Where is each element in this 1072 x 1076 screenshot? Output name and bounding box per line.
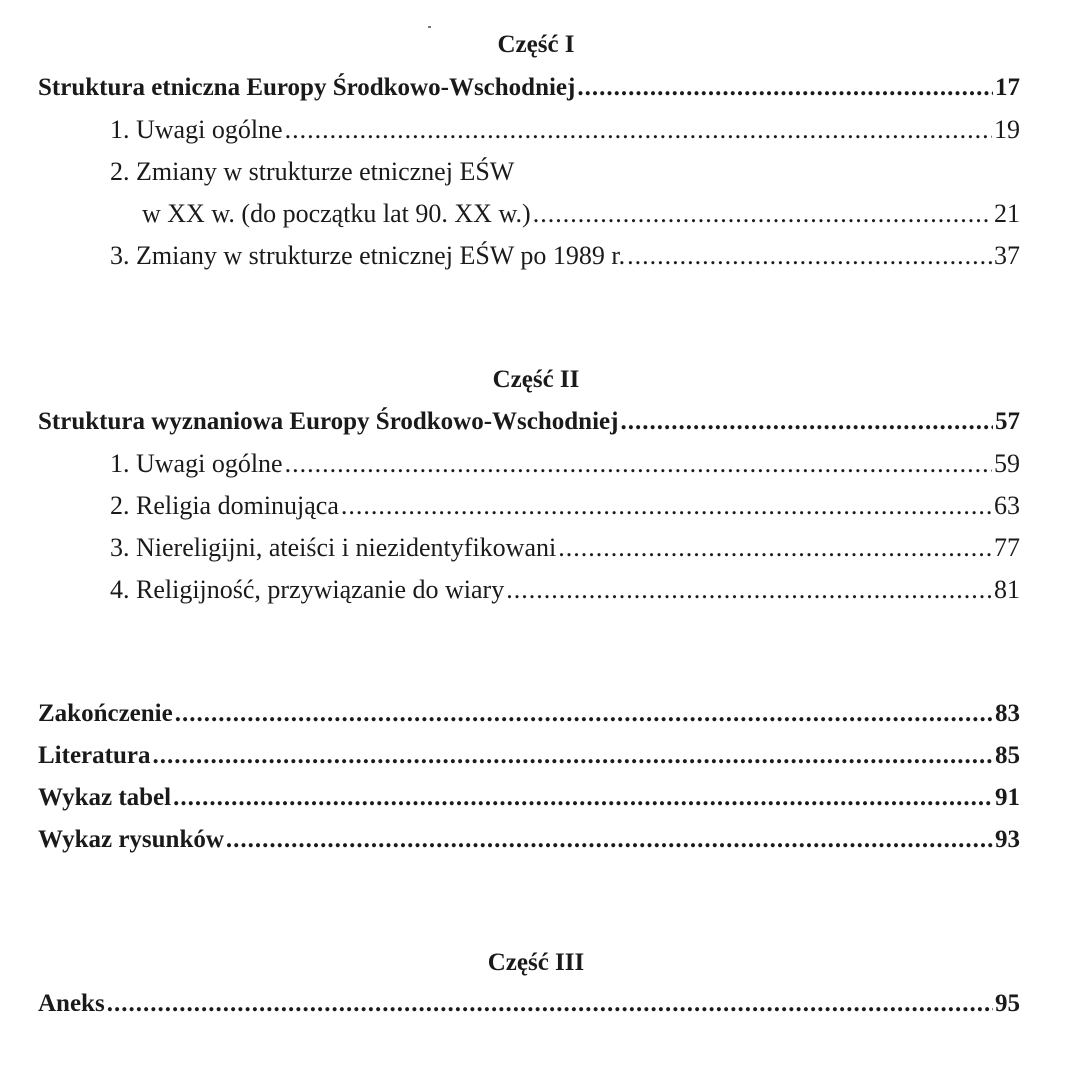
dot-leader (533, 198, 992, 230)
dot-leader (577, 72, 993, 104)
dot-leader (226, 824, 993, 856)
toc-entry-zmiany-xx[interactable] (142, 198, 1020, 230)
page-number: 81 (994, 575, 1020, 604)
page-number: 85 (995, 742, 1020, 769)
toc-entry-niereligijni[interactable] (110, 532, 1020, 564)
page-number: 83 (995, 700, 1020, 727)
toc-entry-part-2-title[interactable] (38, 406, 1020, 438)
dot-leader (627, 240, 992, 272)
entry-title: Wykaz tabel (38, 784, 172, 811)
page-number: 17 (995, 74, 1020, 101)
entry-title: 3. Niereligijni, ateiści i niezidentyfikowani (110, 533, 557, 562)
page-number: 95 (995, 990, 1020, 1017)
entry-title: 2. Religia dominująca (110, 491, 339, 520)
dot-leader (175, 698, 993, 730)
dot-leader (506, 574, 992, 606)
part-1-heading: Część I (497, 31, 575, 58)
dot-leader (152, 740, 993, 772)
page-number: 59 (994, 449, 1020, 478)
page-number: 93 (995, 826, 1020, 853)
entry-title: Struktura etniczna Europy Środkowo-Wschodniej (38, 74, 576, 101)
dot-leader (107, 988, 993, 1020)
dot-leader (341, 490, 992, 522)
entry-title: Literatura (38, 742, 151, 769)
page-number: 77 (994, 533, 1020, 562)
part-2-heading: Część II (492, 366, 580, 393)
dot-leader (173, 782, 993, 814)
toc-entry-uwagi-ogolne-2[interactable] (110, 448, 1020, 480)
page-number: 37 (994, 241, 1020, 270)
toc-entry-zmiany-xx-line1: 2. Zmiany w strukturze etnicznej EŚW (110, 157, 515, 186)
toc-entry-wykaz-rysunkow[interactable] (38, 824, 1020, 856)
dot-leader (285, 448, 992, 480)
entry-title: 1. Uwagi ogólne (110, 449, 283, 478)
page-number: 19 (994, 115, 1020, 144)
entry-title: 4. Religijność, przywiązanie do wiary (110, 575, 505, 604)
toc-entry-part-1-title[interactable] (38, 72, 1020, 104)
page-number: 21 (994, 199, 1020, 228)
toc-entry-zakonczenie[interactable] (38, 698, 1020, 730)
entry-title: 3. Zmiany w strukturze etnicznej EŚW po 1989 r. (110, 241, 626, 270)
toc-entry-wykaz-tabel[interactable] (38, 782, 1020, 814)
part-3-heading: Część III (487, 949, 585, 976)
dot-leader (285, 114, 992, 146)
dot-leader (558, 532, 992, 564)
toc-entry-religia-dominujaca[interactable] (110, 490, 1020, 522)
entry-title: Struktura wyznaniowa Europy Środkowo-Wschodniej (38, 408, 619, 435)
page-number: 91 (995, 784, 1020, 811)
page-number: 63 (994, 491, 1020, 520)
toc-entry-uwagi-ogolne-1[interactable] (110, 114, 1020, 146)
entry-title: Zakończenie (38, 700, 173, 727)
entry-title: w XX w. (do początku lat 90. XX w.) (142, 199, 531, 228)
toc-entry-zmiany-po-1989[interactable] (110, 240, 1020, 272)
toc-entry-religijnosc[interactable] (110, 574, 1020, 606)
toc-entry-aneks[interactable] (38, 988, 1020, 1020)
entry-title: 1. Uwagi ogólne (110, 115, 283, 144)
entry-title: Aneks (38, 990, 105, 1017)
scan-speck (428, 26, 431, 28)
page-number: 57 (995, 408, 1020, 435)
toc-entry-literatura[interactable] (38, 740, 1020, 772)
dot-leader (620, 406, 993, 438)
entry-title: Wykaz rysunków (38, 826, 224, 853)
